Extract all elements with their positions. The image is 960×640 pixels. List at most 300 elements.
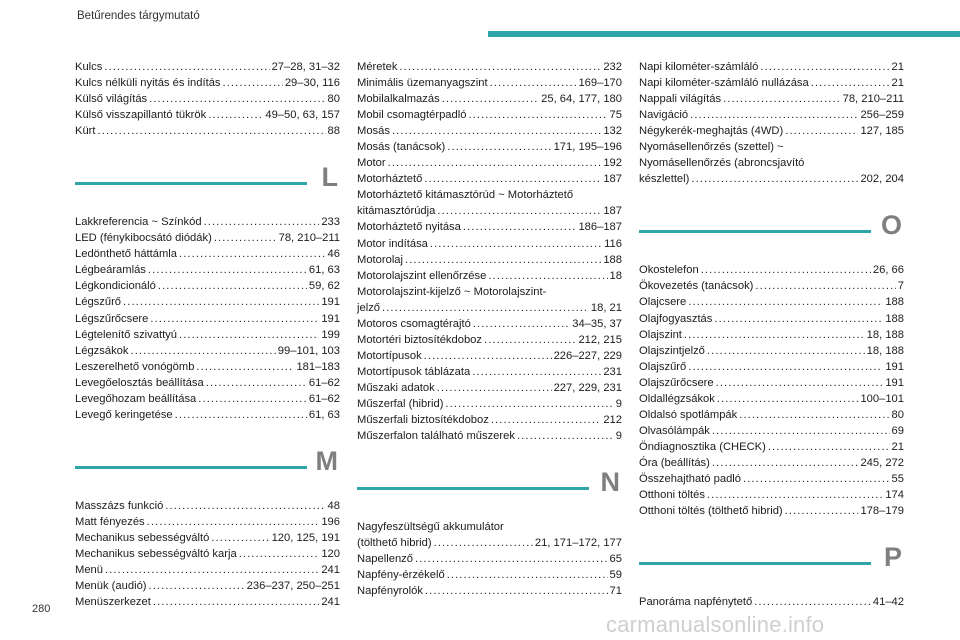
dot-leader <box>684 327 865 343</box>
index-entry-row <box>75 230 340 246</box>
index-term: Otthoni töltés (tölthető hibrid) <box>639 505 783 518</box>
index-entry-row <box>75 311 340 327</box>
index-entry-row <box>357 203 622 219</box>
index-entry <box>639 423 904 439</box>
page-reference[interactable]: 61–62 <box>308 376 340 389</box>
index-term: Levegőelosztás beállítása <box>75 376 204 389</box>
page-reference[interactable]: 41–42 <box>872 596 904 609</box>
dot-leader <box>468 107 607 123</box>
index-term: Légzsákok <box>75 344 129 357</box>
dot-leader <box>158 278 307 294</box>
page-reference[interactable]: 188 <box>885 312 904 325</box>
index-entry <box>75 391 340 407</box>
dot-leader <box>179 246 326 262</box>
index-entry-row <box>639 375 904 391</box>
index-entry <box>357 364 622 380</box>
index-entry-row <box>357 535 622 551</box>
index-entry-row <box>357 219 622 235</box>
index-term: Motorolaj <box>357 253 404 266</box>
index-entry-row <box>639 311 904 327</box>
page-reference[interactable]: 212, 215 <box>578 333 622 346</box>
page-reference[interactable]: 18 <box>609 269 622 282</box>
section-letter: O <box>880 210 902 241</box>
page-reference[interactable]: 231 <box>603 365 622 378</box>
index-entry-row <box>639 171 904 187</box>
page-reference[interactable]: 9 <box>615 397 622 410</box>
dot-leader <box>488 268 607 284</box>
page-reference[interactable]: 88 <box>327 125 340 138</box>
dot-leader <box>430 236 602 252</box>
dot-leader <box>388 155 602 171</box>
index-term: Menük (audió) <box>75 580 147 593</box>
dot-leader <box>105 562 319 578</box>
index-entry-row <box>357 316 622 332</box>
index-term: Motortípusok <box>357 349 422 362</box>
index-entry <box>639 107 904 123</box>
index-term: Légtelenítő szivattyú <box>75 328 177 341</box>
index-entry <box>75 246 340 262</box>
dot-leader <box>785 503 859 519</box>
dot-leader <box>517 428 614 444</box>
index-term: Olvasólámpák <box>639 424 710 437</box>
page-reference[interactable]: 120, 125, 191 <box>271 531 340 544</box>
index-entry-row <box>639 439 904 455</box>
index-entry <box>639 311 904 327</box>
index-entry <box>639 375 904 391</box>
section-header-m <box>75 441 340 489</box>
dot-leader <box>211 530 269 546</box>
page-reference[interactable]: 18, 188 <box>866 328 904 341</box>
page-reference[interactable]: 191 <box>321 296 340 309</box>
index-entry <box>75 214 340 230</box>
index-term: Olajcsere <box>639 296 687 309</box>
index-entry <box>75 562 340 578</box>
page-reference[interactable]: 21, 171–172, 177 <box>534 537 622 550</box>
dot-leader <box>214 230 277 246</box>
index-term: Minimális üzemanyagszint <box>357 77 488 90</box>
page-reference[interactable]: 181–183 <box>296 360 340 373</box>
index-term: Légszűrő <box>75 296 122 309</box>
page-reference[interactable]: 188 <box>885 296 904 309</box>
index-entry-row <box>75 59 340 75</box>
index-entry-row <box>357 332 622 348</box>
index-term: Menüszerkezet <box>75 596 151 609</box>
page-reference[interactable]: 212 <box>603 414 622 427</box>
index-term: Panoráma napfénytető <box>639 596 753 609</box>
watermark: carmanualsonline.info <box>606 612 825 637</box>
dot-leader <box>754 594 871 610</box>
index-entry-row <box>75 294 340 310</box>
dot-leader <box>712 455 859 471</box>
index-entry-row <box>639 487 904 503</box>
page-reference[interactable]: 236–237, 250–251 <box>246 580 340 593</box>
index-entry-row <box>75 359 340 375</box>
index-entry <box>75 375 340 391</box>
index-entry <box>357 75 622 91</box>
index-entry-row <box>75 498 340 514</box>
index-entry-row <box>357 91 622 107</box>
index-entry-row <box>75 278 340 294</box>
index-entry <box>75 594 340 610</box>
index-entry <box>639 359 904 375</box>
index-entry <box>357 380 622 396</box>
index-entry-row <box>75 562 340 578</box>
index-term: Olajszűrő <box>639 360 687 373</box>
index-term: Napfény-érzékelő <box>357 569 445 582</box>
index-entry-row <box>639 359 904 375</box>
index-term: Napfényrolók <box>357 585 423 598</box>
page-reference[interactable]: 18, 21 <box>590 301 622 314</box>
index-term: kitámasztórúdja <box>357 205 436 218</box>
section-divider-bar <box>75 182 307 185</box>
index-term: Ökovezetés (tanácsok) <box>639 280 754 293</box>
index-entry <box>357 91 622 107</box>
page-reference[interactable]: 69 <box>891 424 904 437</box>
index-term: Motorolajszint ellenőrzése <box>357 269 487 282</box>
index-entry <box>639 471 904 487</box>
dot-leader <box>755 278 895 294</box>
dot-leader <box>165 498 325 514</box>
section-divider-bar <box>639 230 871 233</box>
index-term: Négykerék-meghajtás (4WD) <box>639 125 784 138</box>
dot-leader <box>196 359 294 375</box>
section-divider-bar <box>357 487 589 490</box>
dot-leader <box>723 91 841 107</box>
index-entry <box>639 439 904 455</box>
page-reference[interactable]: 80 <box>891 408 904 421</box>
page-reference[interactable]: 21 <box>891 61 904 73</box>
index-term: Leszerelhető vonógömb <box>75 360 195 373</box>
index-entry <box>639 75 904 91</box>
index-term: Motortípusok táblázata <box>357 365 471 378</box>
index-term: Kulcs nélküli nyitás és indítás <box>75 77 221 90</box>
page-reference[interactable]: 192 <box>603 157 622 170</box>
dot-leader <box>153 594 319 610</box>
page-reference[interactable]: 241 <box>321 564 340 577</box>
index-term: Nappali világítás <box>639 93 722 106</box>
page-reference[interactable]: 49–50, 63, 157 <box>265 109 340 122</box>
page-reference[interactable]: 27–28, 31–32 <box>271 61 340 73</box>
dot-leader <box>382 300 589 316</box>
dot-leader <box>707 343 865 359</box>
page-reference[interactable]: 226–227, 229 <box>553 349 622 362</box>
page-reference[interactable]: 187 <box>603 173 622 186</box>
page-reference[interactable]: 71 <box>609 585 622 598</box>
index-entry-row <box>357 155 622 171</box>
dot-leader <box>98 123 326 139</box>
page-reference[interactable]: 171, 195–196 <box>553 141 622 154</box>
index-term: Motorháztető nyitása <box>357 221 461 234</box>
index-term: (tölthető hibrid) <box>357 537 432 550</box>
index-term: Külső világítás <box>75 93 148 106</box>
page-reference[interactable]: 186–187 <box>578 221 622 234</box>
index-entry-row <box>639 423 904 439</box>
index-entry <box>357 107 622 123</box>
dot-leader <box>714 311 883 327</box>
section-header-l <box>75 157 340 205</box>
index-entry-row <box>639 123 904 139</box>
index-entry <box>75 262 340 278</box>
page-reference[interactable]: 187 <box>603 205 622 218</box>
dot-leader <box>716 375 884 391</box>
index-entry-row <box>75 75 340 91</box>
page-reference[interactable]: 61, 63 <box>308 408 340 421</box>
index-entry <box>357 139 622 155</box>
index-entry-row <box>75 375 340 391</box>
index-entry <box>357 252 622 268</box>
index-entry <box>357 284 622 316</box>
page-reference[interactable]: 78, 210–211 <box>278 232 340 245</box>
page-reference[interactable]: 132 <box>603 125 622 138</box>
dot-leader <box>739 407 889 423</box>
page-reference[interactable]: 18, 188 <box>866 344 904 357</box>
header-accent-bar <box>488 31 960 37</box>
index-entry-row <box>75 514 340 530</box>
dot-leader <box>811 75 890 91</box>
index-entry <box>357 332 622 348</box>
index-entry <box>357 519 622 551</box>
page-reference[interactable]: 61, 63 <box>308 264 340 277</box>
index-entry <box>75 530 340 546</box>
index-term: Kürt <box>75 125 96 138</box>
index-entry-row <box>75 91 340 107</box>
page-reference[interactable]: 202, 204 <box>860 173 904 186</box>
index-entry-row <box>639 391 904 407</box>
index-entry <box>75 59 340 75</box>
page-reference[interactable]: 116 <box>604 237 622 250</box>
index-entry <box>357 551 622 567</box>
index-term: Motortéri biztosítékdoboz <box>357 333 482 346</box>
index-entry-row <box>75 407 340 423</box>
page-reference[interactable]: 59 <box>609 569 622 582</box>
page-reference[interactable]: 256–259 <box>860 109 904 122</box>
page-reference[interactable]: 232 <box>603 61 622 73</box>
dot-leader <box>204 214 320 230</box>
index-column-3 <box>639 59 904 610</box>
index-term: Mobilalkalmazás <box>357 93 440 106</box>
page-reference[interactable]: 59, 62 <box>308 280 340 293</box>
index-term: Mechanikus sebességváltó <box>75 531 210 544</box>
dot-leader <box>434 535 533 551</box>
index-entry <box>75 578 340 594</box>
index-entry <box>357 412 622 428</box>
index-entry-row <box>75 327 340 343</box>
index-entry <box>75 407 340 423</box>
page-reference[interactable]: 25, 64, 177, 180 <box>541 93 622 106</box>
index-term: Összehajtható padló <box>639 472 741 485</box>
index-entry-row <box>357 428 622 444</box>
page-reference[interactable]: 9 <box>615 430 622 443</box>
index-term: Olajszűrőcsere <box>639 376 714 389</box>
page-reference[interactable]: 191 <box>885 376 904 389</box>
dot-leader <box>785 123 858 139</box>
index-entry <box>75 343 340 359</box>
index-entry <box>75 359 340 375</box>
page-reference[interactable]: 191 <box>885 360 904 373</box>
dot-leader <box>690 107 858 123</box>
dot-leader <box>717 391 859 407</box>
page-reference[interactable]: 120 <box>321 547 340 560</box>
index-entry-row <box>75 343 340 359</box>
index-entry-row <box>75 530 340 546</box>
index-entry-row <box>357 412 622 428</box>
page-reference[interactable]: 21 <box>891 440 904 453</box>
index-entry <box>75 546 340 562</box>
dot-leader <box>484 332 576 348</box>
index-entry-row <box>357 583 622 599</box>
index-entry-row <box>639 75 904 91</box>
page-reference[interactable]: 188 <box>603 253 622 266</box>
index-term: Motor indítása <box>357 237 428 250</box>
dot-leader <box>405 252 601 268</box>
page-reference[interactable]: 227, 229, 231 <box>553 381 622 394</box>
dot-leader <box>688 294 883 310</box>
index-term: Mechanikus sebességváltó karja <box>75 547 237 560</box>
index-entry-row <box>639 278 904 294</box>
index-entry-row <box>639 455 904 471</box>
index-term: Olajfogyasztás <box>639 312 713 325</box>
index-term: Műszerfal (hibrid) <box>357 397 444 410</box>
page-reference[interactable]: 233 <box>321 216 340 229</box>
index-entry <box>639 391 904 407</box>
dot-leader <box>123 294 319 310</box>
page-reference[interactable]: 169–170 <box>578 77 622 90</box>
index-entry-row <box>75 262 340 278</box>
index-entry-row <box>357 364 622 380</box>
page-reference[interactable]: 26, 66 <box>872 264 904 277</box>
page-reference[interactable]: 46 <box>327 248 340 261</box>
index-entry-row <box>639 262 904 278</box>
index-entry <box>75 514 340 530</box>
index-entry-row <box>357 268 622 284</box>
index-term: Masszázs funkció <box>75 499 164 512</box>
page-reference[interactable]: 174 <box>885 489 904 502</box>
index-entry-row <box>357 59 622 75</box>
page-reference[interactable]: 191 <box>321 312 340 325</box>
page-reference[interactable]: 7 <box>897 280 904 293</box>
index-entry <box>357 155 622 171</box>
index-term: Mosás (tanácsok) <box>357 141 446 154</box>
index-term: Ledönthető háttámla <box>75 248 178 261</box>
index-term: Motorháztető <box>357 173 423 186</box>
page-reference[interactable]: 196 <box>321 515 340 528</box>
index-entry-row <box>75 578 340 594</box>
index-entry <box>639 327 904 343</box>
index-entry <box>75 278 340 294</box>
page-reference[interactable]: 99–101, 103 <box>277 344 340 357</box>
dot-leader <box>149 91 325 107</box>
index-term: Oldallégzsákok <box>639 392 715 405</box>
index-entry-row <box>357 551 622 567</box>
index-term: Légbeáramlás <box>75 264 146 277</box>
section-letter: N <box>600 467 620 498</box>
dot-leader <box>691 171 858 187</box>
index-term: Műszerfali biztosítékdoboz <box>357 414 489 427</box>
index-entry <box>357 268 622 284</box>
index-entry <box>357 123 622 139</box>
index-term: Légkondicionáló <box>75 280 156 293</box>
index-entry <box>639 278 904 294</box>
dot-leader <box>491 412 602 428</box>
index-term: Matt fényezés <box>75 515 145 528</box>
dot-leader <box>150 311 319 327</box>
dot-leader <box>712 423 890 439</box>
dot-leader <box>424 171 601 187</box>
page-reference[interactable]: 29–30, 116 <box>284 77 340 90</box>
index-entry <box>357 567 622 583</box>
index-term: jelző <box>357 301 381 314</box>
index-term: Napi kilométer-számláló <box>639 61 759 73</box>
dot-leader <box>208 107 263 123</box>
index-entry-row <box>357 236 622 252</box>
index-entry <box>357 219 622 235</box>
index-entry-row <box>75 246 340 262</box>
page-reference[interactable]: 100–101 <box>860 392 904 405</box>
index-entry-row <box>639 294 904 310</box>
index-entry-row <box>75 123 340 139</box>
page-reference[interactable]: 65 <box>609 553 622 566</box>
index-term: Oldalsó spotlámpák <box>639 408 738 421</box>
dot-leader <box>147 514 320 530</box>
page-reference[interactable]: 55 <box>891 472 904 485</box>
index-entry <box>639 487 904 503</box>
section-letter: P <box>883 542 902 573</box>
page-reference[interactable]: 245, 272 <box>860 456 904 469</box>
dot-leader <box>206 375 307 391</box>
index-entry <box>75 91 340 107</box>
dot-leader <box>239 546 320 562</box>
index-entry-row <box>357 348 622 364</box>
index-entry-row <box>639 343 904 359</box>
dot-leader <box>148 262 307 278</box>
index-term: Légszűrőcsere <box>75 312 149 325</box>
index-entry-row <box>357 380 622 396</box>
index-entry-row <box>639 107 904 123</box>
page-reference[interactable]: 241 <box>321 596 340 609</box>
page-reference[interactable]: 34–35, 37 <box>572 317 622 330</box>
page-reference[interactable]: 127, 185 <box>860 125 904 138</box>
index-entry-line: Motorolajszint-kijelző ~ Motorolajszint- <box>357 285 547 298</box>
index-entry-row <box>75 214 340 230</box>
page-reference[interactable]: 80 <box>327 93 340 106</box>
page-reference[interactable]: 78, 210–211 <box>842 93 904 106</box>
dot-leader <box>175 407 307 423</box>
page-reference[interactable]: 61–62 <box>308 392 340 405</box>
dot-leader <box>473 316 570 332</box>
dot-leader <box>424 348 552 364</box>
page-reference[interactable]: 178–179 <box>860 505 904 518</box>
dot-leader <box>198 391 307 407</box>
index-entry-row <box>357 567 622 583</box>
section-header-o <box>639 205 904 253</box>
index-entry <box>639 139 904 187</box>
index-entry-row <box>75 546 340 562</box>
page-reference[interactable]: 21 <box>891 77 904 90</box>
index-term: Levegőhozam beállítása <box>75 392 197 405</box>
index-term: Óra (beállítás) <box>639 456 710 469</box>
section-header-p <box>639 537 904 585</box>
page-reference[interactable]: 48 <box>327 499 340 512</box>
index-entry-row <box>357 300 622 316</box>
index-entry <box>75 230 340 246</box>
page-reference[interactable]: 199 <box>321 328 340 341</box>
dot-leader <box>463 219 577 235</box>
index-entry <box>75 75 340 91</box>
index-entry <box>357 583 622 599</box>
dot-leader <box>179 327 319 343</box>
page-reference[interactable]: 75 <box>609 109 622 122</box>
index-entry <box>639 343 904 359</box>
